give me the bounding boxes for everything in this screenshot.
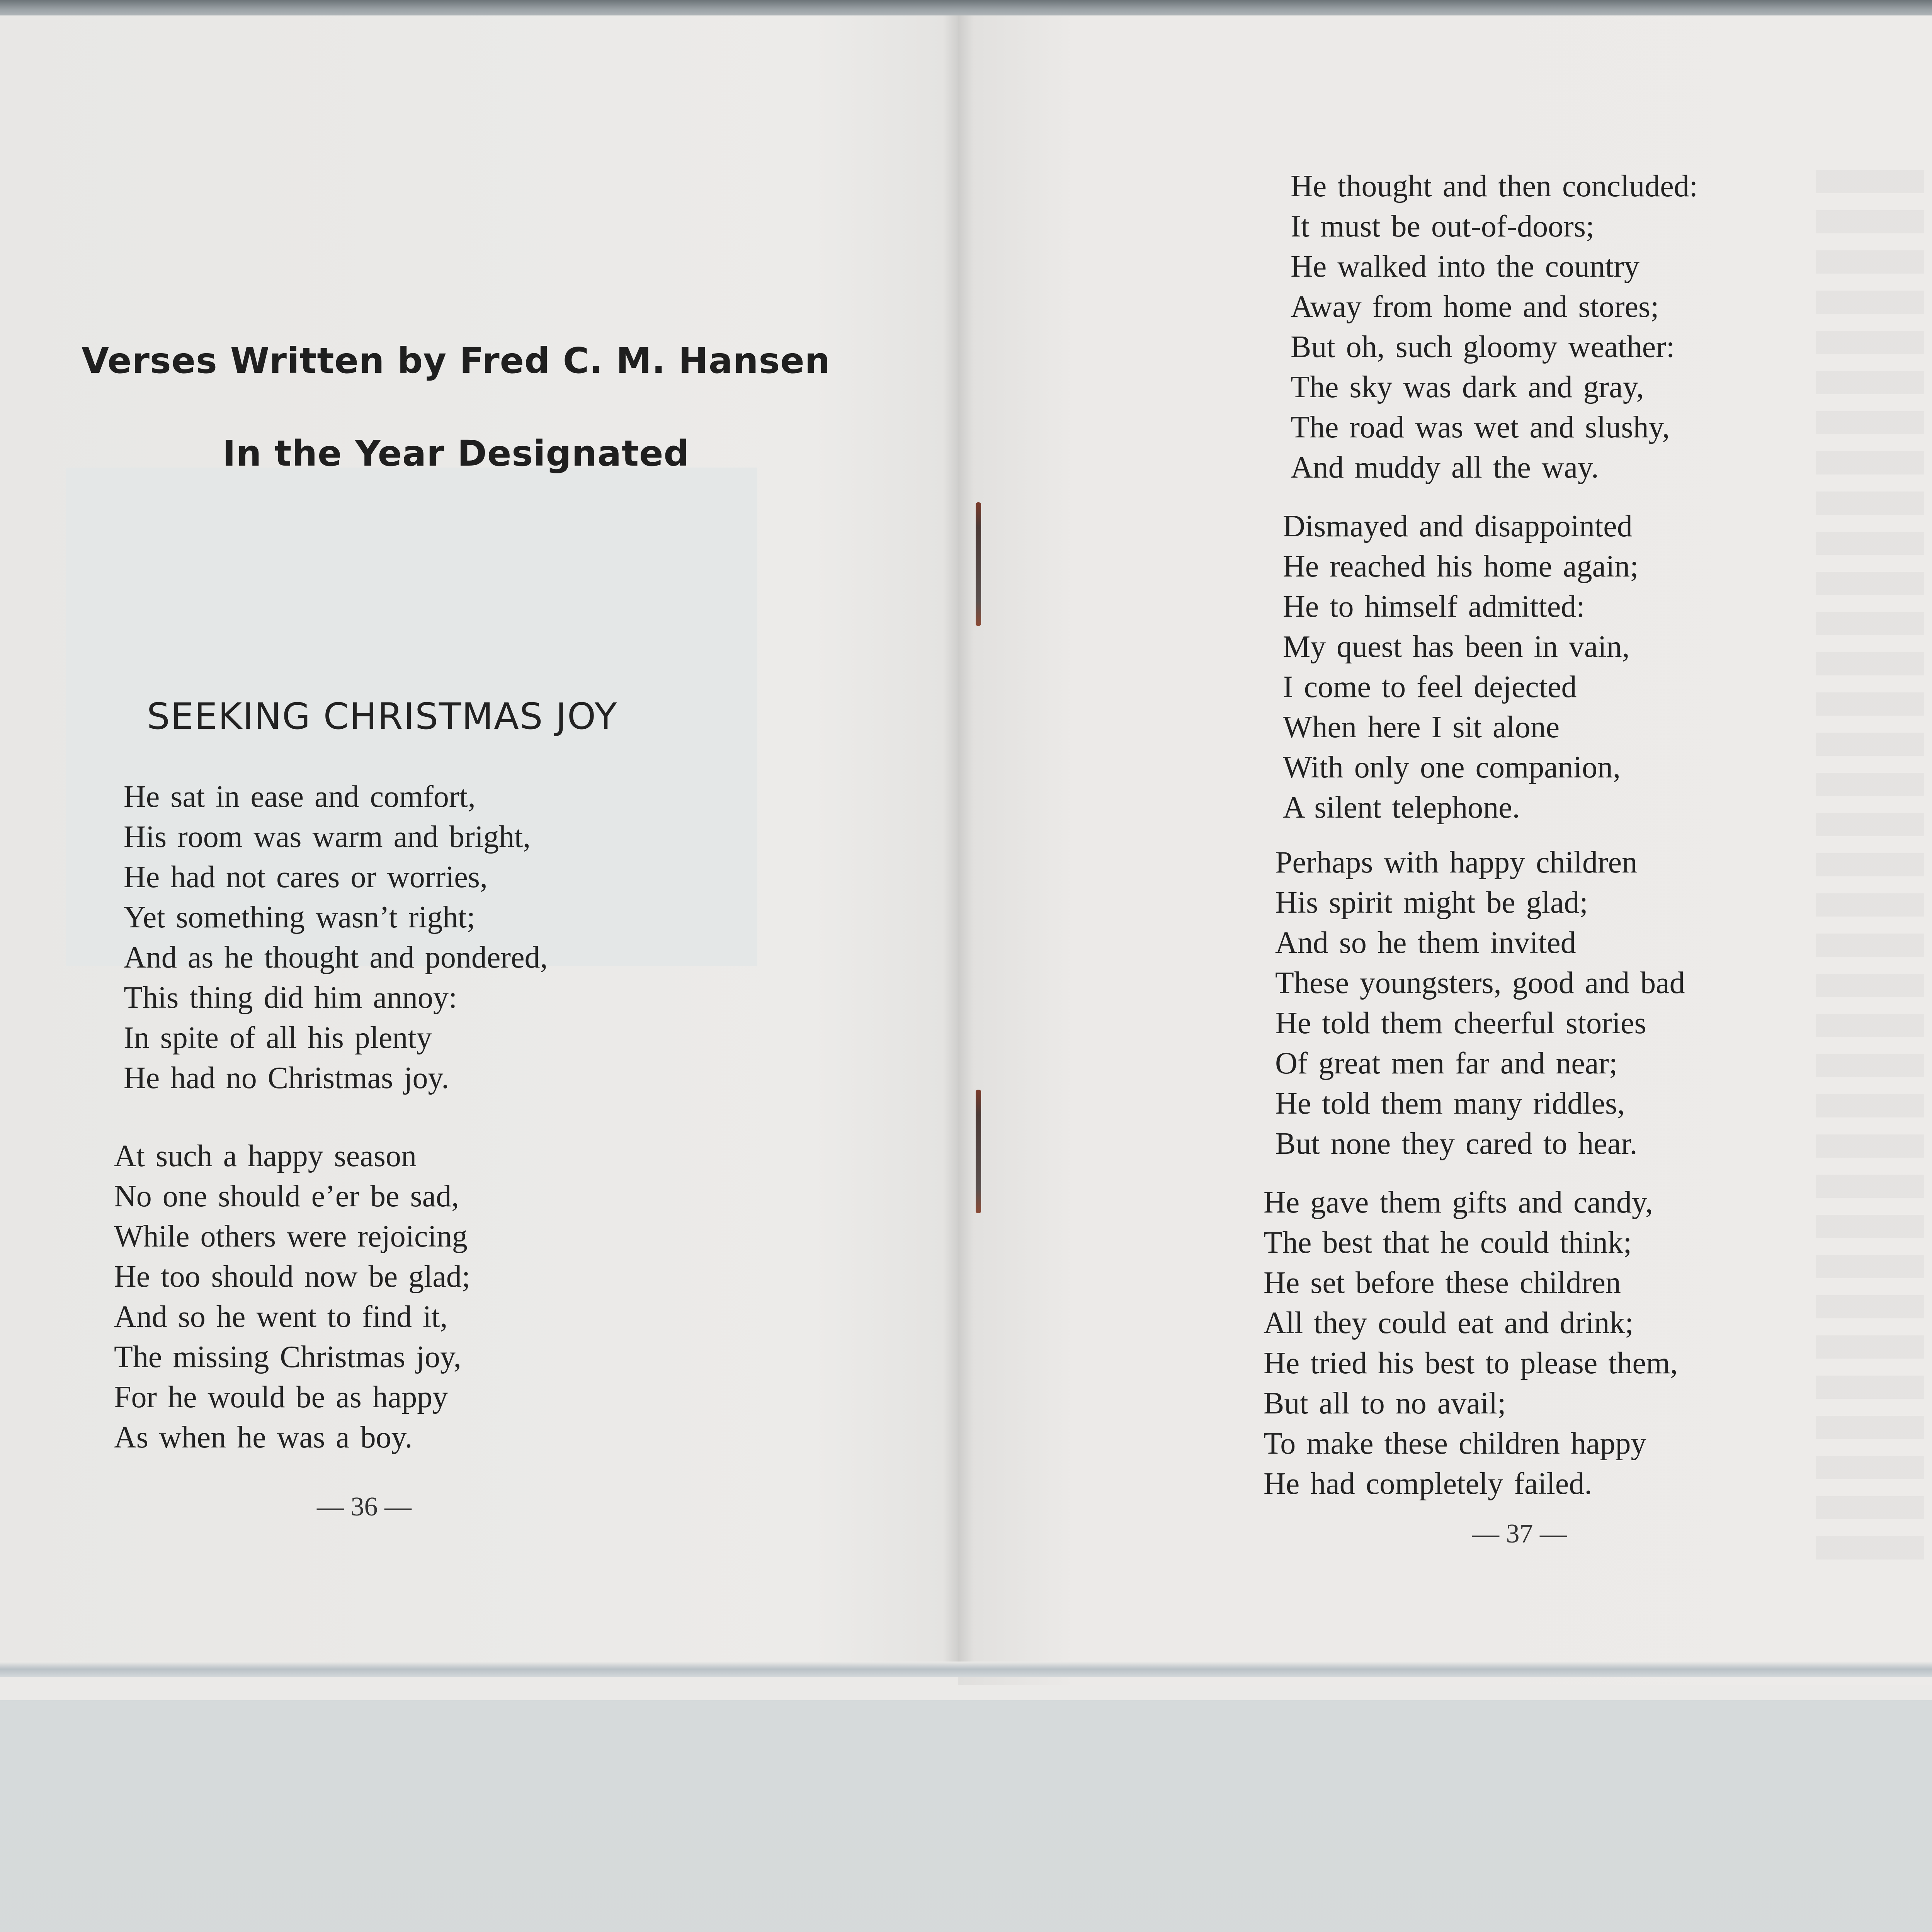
- verse-line: He reached his home again;: [1283, 549, 1639, 583]
- verse-line: He told them cheerful stories: [1275, 1006, 1646, 1040]
- verse-line: This thing did him annoy:: [124, 981, 457, 1015]
- verse-line: He gave them gifts and candy,: [1264, 1185, 1653, 1219]
- verse-line: A silent telephone.: [1283, 791, 1520, 825]
- verse-line: While others were rejoicing: [114, 1219, 468, 1253]
- verse-line: These youngsters, good and bad: [1275, 966, 1685, 1000]
- verse-line: It must be out-of-doors;: [1291, 209, 1595, 243]
- heading-author: Verses Written by Fred C. M. Hansen: [81, 340, 831, 381]
- verse-line: And so he them invited: [1275, 926, 1576, 960]
- verse-line: Of great men far and near;: [1275, 1046, 1618, 1080]
- verse-line: He walked into the country: [1291, 250, 1639, 284]
- verse-line: To make these children happy: [1264, 1427, 1646, 1461]
- verse-line: At such a happy season: [114, 1139, 417, 1173]
- verse-line: His spirit might be glad;: [1275, 886, 1588, 920]
- left-stanza-1: [124, 777, 548, 1098]
- verse-line: Dismayed and disappointed: [1283, 509, 1633, 543]
- verse-line: He thought and then concluded:: [1291, 169, 1698, 203]
- verse-line: In spite of all his plenty: [124, 1021, 432, 1055]
- verse-line: He tried his best to please them,: [1264, 1346, 1678, 1380]
- verse-line: When here I sit alone: [1283, 710, 1560, 744]
- page-gutter: [943, 15, 974, 1677]
- verse-line: He had not cares or worries,: [124, 860, 488, 894]
- left-stanza-2: [114, 1136, 470, 1458]
- verse-line: He had no Christmas joy.: [124, 1061, 449, 1095]
- poem-title: SEEKING CHRISTMAS JOY: [147, 696, 618, 738]
- verse-line: And muddy all the way.: [1291, 451, 1599, 485]
- verse-line: But none they cared to hear.: [1275, 1127, 1638, 1161]
- bleed-through-text: [1816, 170, 1924, 1561]
- verse-line: The road was wet and slushy,: [1291, 410, 1670, 444]
- verse-line: His room was warm and bright,: [124, 820, 531, 854]
- staple-bottom: [976, 1090, 981, 1213]
- verse-line: For he would be as happy: [114, 1380, 448, 1414]
- verse-line: As when he was a boy.: [114, 1420, 413, 1454]
- heading-year: In the Year Designated: [222, 433, 690, 474]
- verse-line: Yet something wasn’t right;: [124, 900, 475, 934]
- right-stanza-3: [1275, 842, 1685, 1164]
- verse-line: The sky was dark and gray,: [1291, 370, 1644, 404]
- right-stanza-2: [1283, 506, 1639, 828]
- verse-line: Perhaps with happy children: [1275, 845, 1638, 879]
- verse-line: He to himself admitted:: [1283, 590, 1585, 624]
- page-number-left: — 36 —: [317, 1492, 412, 1522]
- verse-line: My quest has been in vain,: [1283, 630, 1630, 664]
- right-stanza-4: [1264, 1182, 1678, 1504]
- verse-line: I come to feel dejected: [1283, 670, 1577, 704]
- verse-line: And so he went to find it,: [114, 1300, 448, 1334]
- right-stanza-1: [1291, 166, 1698, 488]
- staple-top: [976, 502, 981, 626]
- verse-line: He had completely failed.: [1264, 1467, 1592, 1501]
- verse-line: The missing Christmas joy,: [114, 1340, 461, 1374]
- verse-line: No one should e’er be sad,: [114, 1179, 459, 1213]
- verse-line: He sat in ease and comfort,: [124, 780, 476, 814]
- booklet-bottom-edge: [0, 1662, 1932, 1677]
- verse-line: He too should now be glad;: [114, 1260, 471, 1294]
- page-number-right: — 37 —: [1472, 1519, 1567, 1549]
- verse-line: And as he thought and pondered,: [124, 940, 548, 975]
- verse-line: He told them many riddles,: [1275, 1087, 1625, 1121]
- verse-line: All they could eat and drink;: [1264, 1306, 1634, 1340]
- verse-line: But all to no avail;: [1264, 1386, 1506, 1420]
- verse-line: He set before these children: [1264, 1266, 1621, 1300]
- verse-line: Away from home and stores;: [1291, 290, 1659, 324]
- verse-line: But oh, such gloomy weather:: [1291, 330, 1675, 364]
- verse-line: With only one companion,: [1283, 750, 1621, 784]
- verse-line: The best that he could think;: [1264, 1226, 1632, 1260]
